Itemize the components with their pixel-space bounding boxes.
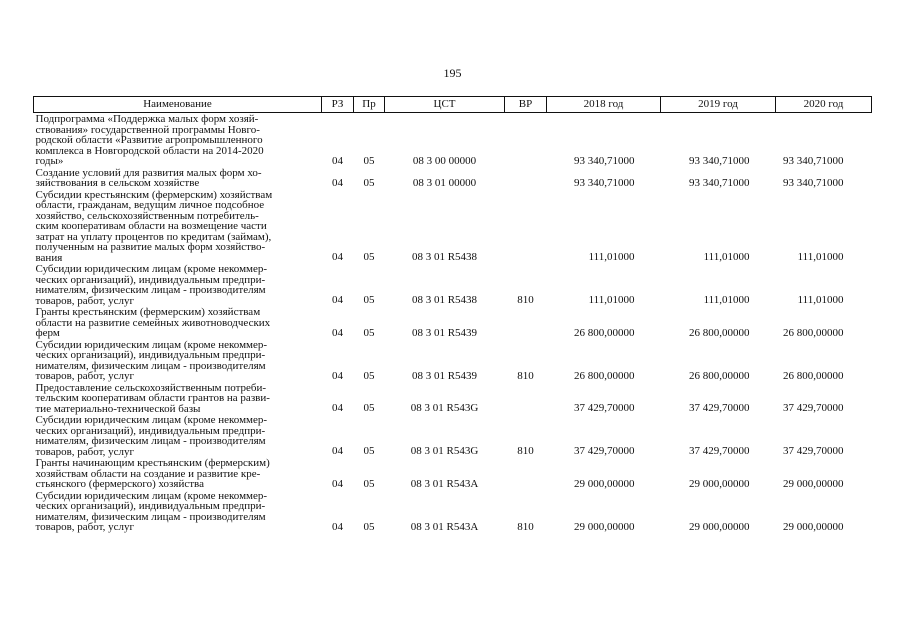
table-row [34, 306, 872, 339]
row-cst: 08 3 01 R5439 [411, 326, 478, 339]
row-amount-2018: 111,01000 [588, 251, 635, 263]
row-amount-2020: 29 000,00000 [783, 520, 844, 533]
row-name-line: области на развитие семейных животноводческих [35, 316, 271, 329]
row-amount-2019: 29 000,00000 [689, 520, 750, 533]
row-amount-2018: 37 429,70000 [574, 402, 635, 414]
row-amount-2018: 29 000,00000 [574, 477, 635, 490]
row-vr: 810 [517, 369, 534, 382]
row-name-line: родской области «Развитие агропромышленного [35, 134, 263, 146]
row-name-line: тие материально-технической базы [35, 402, 201, 415]
row-cst: 08 3 01 R5438 [411, 294, 478, 306]
row-name-line: товаров, работ, услуг [35, 521, 134, 533]
row-rz: 04 [332, 154, 343, 167]
table-row [34, 167, 872, 189]
row-name-line: годы» [35, 155, 64, 167]
row-name [34, 490, 322, 533]
row-name-line: Гранты крестьянским (фермерским) хозяйствам [35, 306, 261, 318]
row-amount-2019: 111,01000 [703, 251, 750, 263]
row-rz: 04 [332, 477, 343, 490]
row-amount-2019: 26 800,00000 [689, 369, 750, 382]
row-amount-2020: 111,01000 [797, 294, 844, 306]
budget-table [33, 96, 872, 533]
header-2018: 2018 год [547, 97, 661, 113]
row-name-line: товаров, работ, услуг [35, 445, 134, 458]
row-name-line: Субсидии юридическим лицам (кроме некоммер- [35, 414, 268, 426]
table-row [34, 339, 872, 382]
row-amount-2018: 26 800,00000 [574, 369, 635, 382]
row-amount-2020: 37 429,70000 [783, 445, 844, 457]
row-name-line: ческих организаций), индивидуальным предпри- [35, 273, 266, 286]
row-amount-2020: 93 340,71000 [783, 176, 844, 189]
row-amount-2018: 93 340,71000 [574, 154, 635, 167]
row-pr: 05 [363, 520, 375, 533]
row-cst: 08 3 01 R5438 [411, 251, 478, 263]
row-cst: 08 3 01 R5439 [411, 369, 478, 382]
row-pr: 05 [363, 326, 375, 339]
row-name-line: Субсидии крестьянским (фермерским) хозяйствам [35, 188, 273, 201]
row-name-line: полученным на развитие малых форм хозяйство- [35, 241, 266, 253]
row-name-line: хозяйство, сельскохозяйственным потребитель- [35, 209, 259, 222]
row-name-line: тельским кооперативам области грантов на разви- [35, 392, 270, 404]
row-name [34, 263, 322, 306]
row-name-line: нимателям, физическим лицам - производителям [35, 510, 266, 523]
row-vr: 810 [517, 294, 534, 306]
row-name-line: затрат на уплату процентов по кредитам (займам), [35, 230, 272, 243]
table-row [34, 457, 872, 490]
table-body [34, 113, 872, 533]
row-amount-2020: 37 429,70000 [783, 402, 844, 414]
row-pr: 05 [363, 369, 375, 382]
row-vr [505, 457, 547, 490]
row-name [34, 189, 322, 264]
row-cst: 08 3 00 00000 [412, 154, 477, 167]
row-pr: 05 [363, 477, 375, 490]
row-vr [505, 306, 547, 339]
row-amount-2018: 111,01000 [588, 294, 635, 306]
row-amount-2020: 29 000,00000 [783, 477, 844, 490]
row-pr: 05 [363, 251, 375, 263]
row-pr: 05 [363, 402, 375, 414]
row-amount-2020: 26 800,00000 [783, 369, 844, 382]
row-amount-2019: 93 340,71000 [689, 154, 750, 167]
page-number: 195 [443, 66, 462, 80]
table-row [34, 189, 872, 264]
row-name-line: Субсидии юридическим лицам (кроме некоммер- [35, 263, 268, 275]
row-name-line: нимателям, физическим лицам - производителям [35, 435, 266, 447]
table-header [34, 97, 872, 113]
row-name [34, 167, 322, 189]
row-vr: 810 [517, 520, 534, 533]
header-2019: 2019 год [661, 97, 776, 113]
row-name-line: Гранты начинающим крестьянским (фермерским) [35, 457, 270, 469]
row-name-line: хозяйствам области на создание и развитие кре- [35, 467, 261, 480]
table-header-row [34, 97, 872, 113]
row-name-line: стьянского (фермерского) хозяйства [35, 478, 204, 490]
table-row [34, 414, 872, 457]
row-name-line: зяйствования в сельском хозяйстве [35, 177, 200, 189]
row-name-line: области, гражданам, ведущим личное подсобное [35, 199, 265, 211]
row-name-line: товаров, работ, услуг [35, 294, 134, 307]
row-vr [505, 167, 547, 189]
row-pr: 05 [363, 176, 375, 189]
row-rz: 04 [332, 251, 343, 263]
row-name-line: Субсидии юридическим лицам (кроме некоммер- [35, 338, 268, 351]
row-amount-2019: 26 800,00000 [689, 326, 750, 339]
row-rz: 04 [332, 445, 343, 457]
row-name-line: нимателям, физическим лицам - производителям [35, 359, 266, 372]
row-name-line: Создание условий для развития малых форм хо- [35, 166, 262, 179]
row-rz: 04 [332, 294, 343, 306]
header-rz: РЗ [322, 97, 354, 113]
row-cst: 08 3 01 R543A [410, 477, 479, 490]
row-rz: 04 [332, 402, 343, 414]
row-amount-2019: 37 429,70000 [689, 445, 750, 457]
row-name [34, 306, 322, 339]
row-amount-2019: 29 000,00000 [689, 477, 750, 490]
row-name [34, 457, 322, 490]
row-rz: 04 [332, 520, 343, 533]
row-name-line: вания [35, 251, 63, 264]
row-name-line: ческих организаций), индивидуальным предпри- [35, 500, 266, 512]
row-amount-2019: 37 429,70000 [689, 402, 750, 414]
row-amount-2018: 26 800,00000 [574, 326, 635, 339]
row-amount-2018: 29 000,00000 [574, 520, 635, 533]
header-pr: Пр [354, 97, 385, 113]
row-vr [505, 382, 547, 415]
row-name [34, 113, 322, 167]
row-pr: 05 [363, 294, 375, 306]
row-amount-2020: 93 340,71000 [783, 154, 844, 167]
table-row [34, 113, 872, 167]
header-name: Наименование [34, 97, 322, 113]
row-pr: 05 [363, 154, 375, 167]
row-name-line: ческих организаций), индивидуальным предпри- [35, 424, 266, 437]
header-cst: ЦСТ [385, 97, 505, 113]
row-name-line: ческих организаций), индивидуальным предпри- [35, 349, 266, 361]
row-cst: 08 3 01 R543G [410, 445, 479, 457]
table-row [34, 382, 872, 415]
row-vr [505, 189, 547, 264]
table-row [34, 490, 872, 533]
row-name-line: ским кооперативам области на возмещение части [35, 220, 267, 232]
row-cst: 08 3 01 00000 [412, 176, 477, 189]
row-name-line: Подпрограмма «Поддержка малых форм хозяй- [35, 113, 259, 125]
row-name [34, 339, 322, 382]
table-row [34, 263, 872, 306]
row-amount-2020: 111,01000 [797, 251, 844, 263]
row-name [34, 382, 322, 415]
header-2020: 2020 год [776, 97, 872, 113]
row-name-line: ствования» государственной программы Новго- [35, 123, 260, 136]
row-vr: 810 [517, 445, 534, 457]
row-name-line: нимателям, физическим лицам - производителям [35, 284, 266, 296]
row-vr [505, 113, 547, 167]
row-cst: 08 3 01 R543A [410, 520, 479, 533]
row-amount-2019: 93 340,71000 [689, 176, 750, 189]
row-pr: 05 [363, 445, 375, 457]
row-name-line: Предоставление сельскохозяйственным потреби- [35, 381, 267, 394]
row-name-line: Субсидии юридическим лицам (кроме некоммер- [35, 489, 268, 502]
row-amount-2019: 111,01000 [703, 294, 750, 306]
row-amount-2020: 26 800,00000 [783, 326, 844, 339]
row-amount-2018: 37 429,70000 [574, 445, 635, 457]
row-name [34, 414, 322, 457]
row-cst: 08 3 01 R543G [410, 402, 479, 414]
header-vr: ВР [505, 97, 547, 113]
row-rz: 04 [332, 369, 343, 382]
row-name-line: комплекса в Новгородской области на 2014-2020 [35, 144, 264, 157]
row-amount-2018: 93 340,71000 [574, 176, 635, 189]
row-rz: 04 [332, 176, 343, 189]
row-name-line: товаров, работ, услуг [35, 370, 134, 382]
row-rz: 04 [332, 326, 343, 339]
row-name-line: ферм [35, 327, 60, 339]
